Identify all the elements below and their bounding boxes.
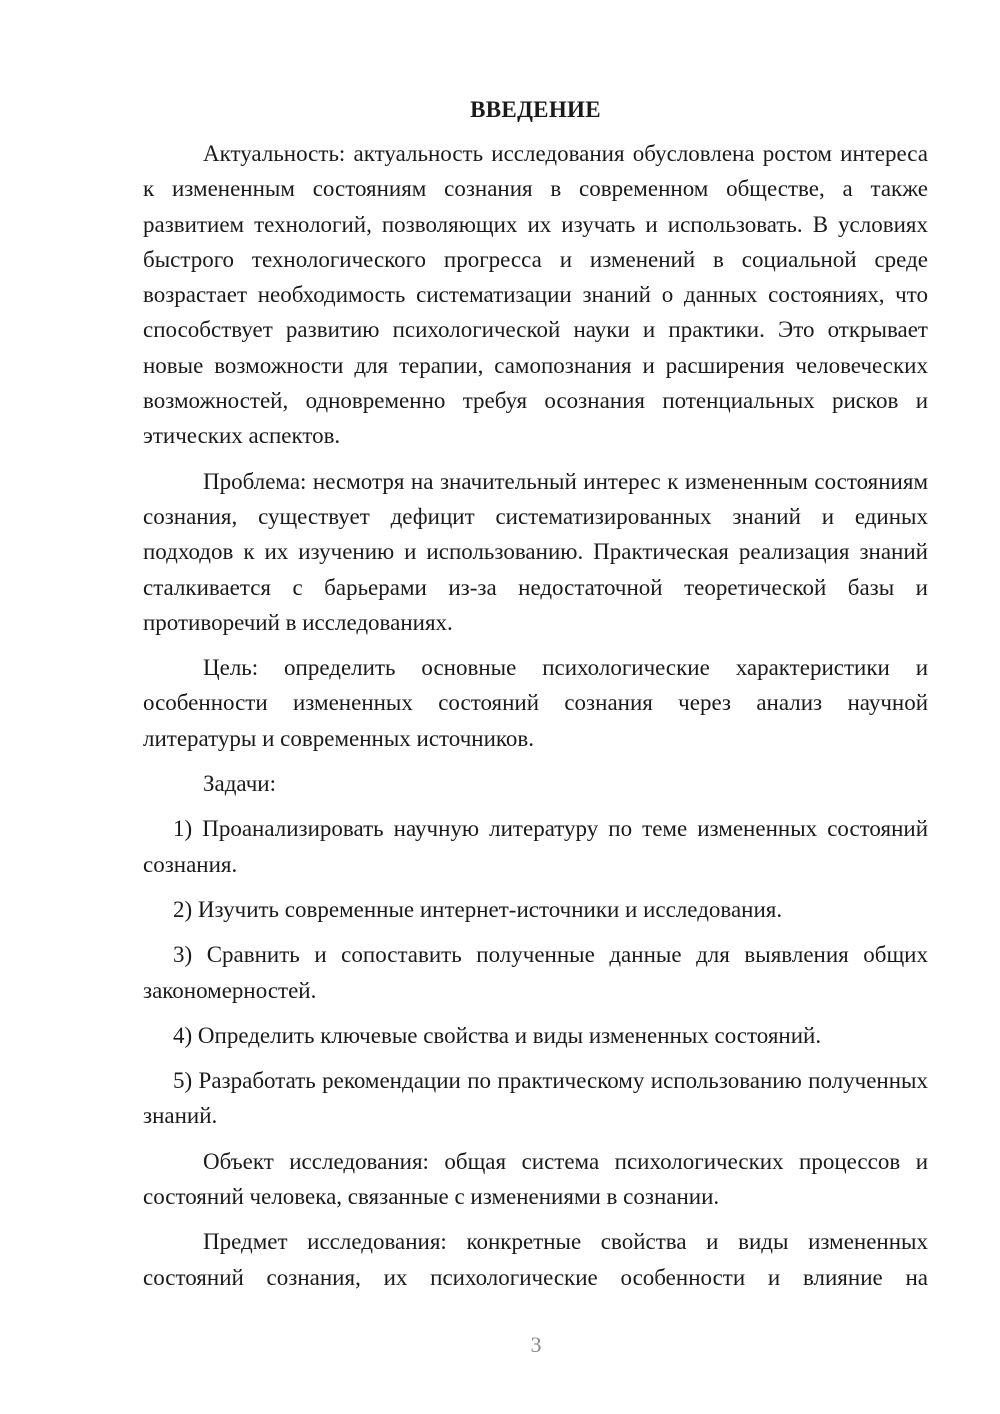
- document-page: [143, 92, 928, 1295]
- task-item-1: 1) Проанализировать научную литературу по теме измененных состояний сознания.: [143, 816, 928, 877]
- tasks-heading: Задачи:: [203, 771, 276, 797]
- goal-paragraph: Цель: определить основные психологические характеристики и особенности измененных состояний сознания через анализ научной литературы и современных источников.: [143, 655, 928, 751]
- section-heading: ВВЕДЕНИЕ: [470, 97, 601, 122]
- problem-paragraph: Проблема: несмотря на значительный интерес к измененным состояниям сознания, существует дефицит систематизированных знаний и единых подходов к их изучению и использованию. Практическая реализация знаний сталкивается с барьерами из-за недостаточной теоретической базы и противоречий в исследованиях.: [143, 468, 928, 635]
- task-item-3: 3) Сравнить и сопоставить полученные данные для выявления общих закономерностей.: [143, 942, 928, 1003]
- task-item-5: 5) Разработать рекомендации по практическому использованию полученных знаний.: [143, 1068, 928, 1129]
- task-item-4: 4) Определить ключевые свойства и виды измененных состояний.: [173, 1022, 822, 1048]
- subject-paragraph: Предмет исследования: конкретные свойства и виды измененных состояний сознания, их психологические особенности и влияние на: [143, 1229, 928, 1290]
- task-item-2: 2) Изучить современные интернет-источники и исследования.: [173, 896, 783, 922]
- object-paragraph: Объект исследования: общая система психологических процессов и состояний человека, связанные с изменениями в сознании.: [143, 1148, 928, 1210]
- relevance-paragraph: Актуальность: актуальность исследования обусловлена ростом интереса к измененным состояниям сознания в современном обществе, а также развитием технологий, позволяющих их изучать и использовать. В условиях быстрого технологического прогресса и изменений в социальной среде возрастает необходимость систематизации знаний о данных состояниях, что способствует развитию психологической науки и практики. Это открывает новые возможности для терапии, самопознания и расширения человеческих возможностей, одновременно требуя осознания потенциальных рисков и этических аспектов.: [143, 141, 928, 449]
- page-number: 3: [530, 1332, 542, 1357]
